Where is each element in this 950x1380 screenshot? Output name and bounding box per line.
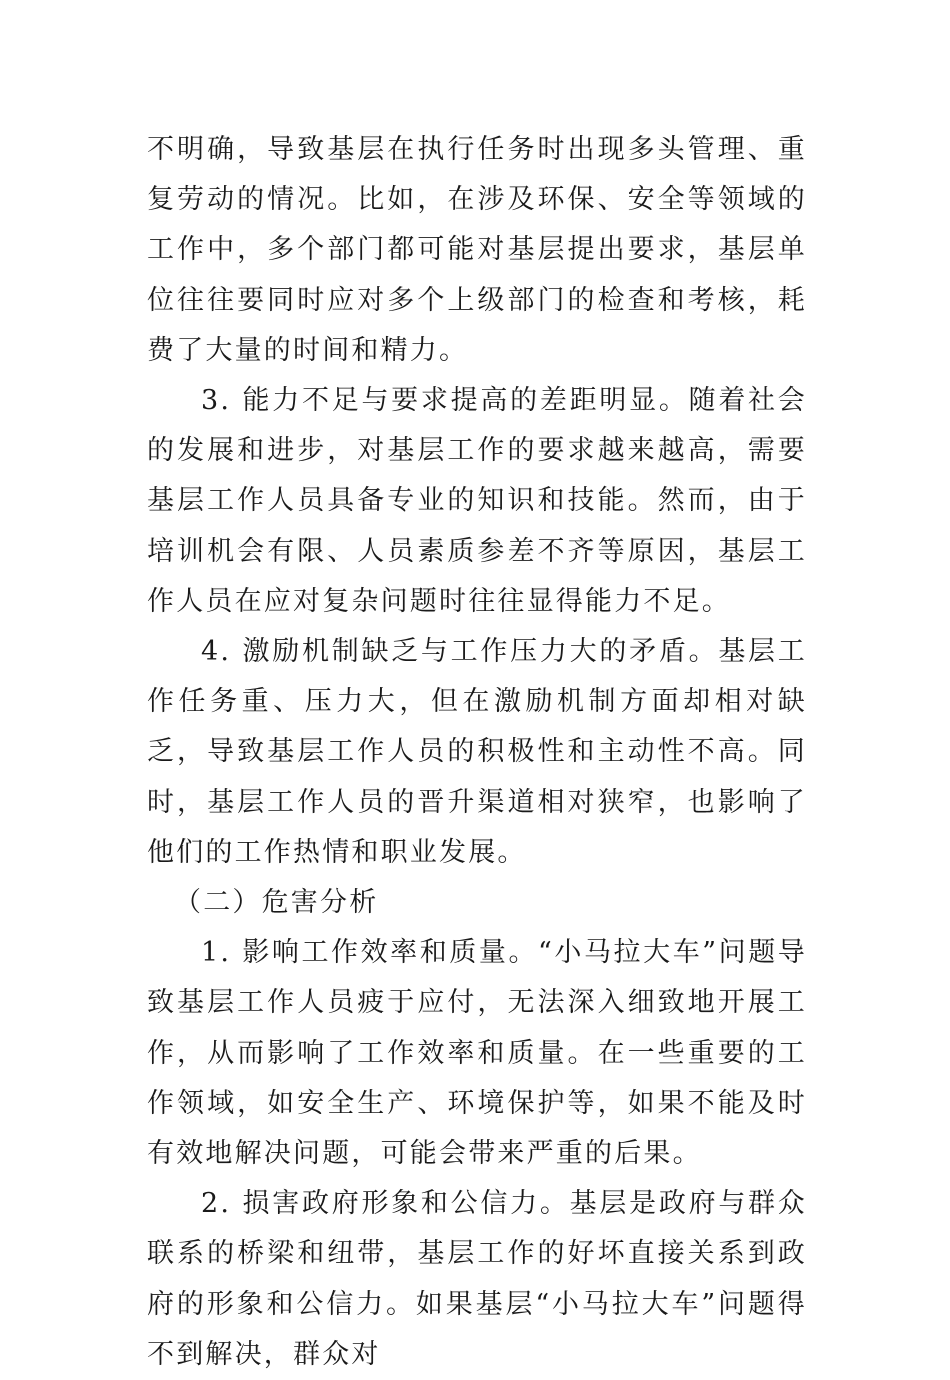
- paragraph-continuation: 不明确，导致基层在执行任务时出现多头管理、重复劳动的情况。比如，在涉及环保、安全等领域的工作中，多个部门都可能对基层提出要求，基层单位往往要同时应对多个上级部门的检查和考核，耗费了大量的时间和精力。: [147, 134, 807, 366]
- paragraph-item-3-capability-gap: 3. 能力不足与要求提高的差距明显。随着社会的发展和进步，对基层工作的要求越来越高，需要基层工作人员具备专业的知识和技能。然而，由于培训机会有限、人员素质参差不齐等原因，基层工作人员在应对复杂问题时往往显得能力不足。: [147, 385, 807, 617]
- document-page: [147, 125, 807, 1380]
- paragraph-item-4-incentive-mechanism: 4. 激励机制缺乏与工作压力大的矛盾。基层工作任务重、压力大，但在激励机制方面却相对缺乏，导致基层工作人员的积极性和主动性不高。同时，基层工作人员的晋升渠道相对狭窄，也影响了他们的工作热情和职业发展。: [147, 636, 807, 868]
- paragraph-harm-1-efficiency: 1. 影响工作效率和质量。“小马拉大车”问题导致基层工作人员疲于应付，无法深入细致地开展工作，从而影响了工作效率和质量。在一些重要的工作领域，如安全生产、环境保护等，如果不能及时有效地解决问题，可能会带来严重的后果。: [147, 937, 807, 1170]
- paragraph-harm-2-government-image: 2. 损害政府形象和公信力。基层是政府与群众联系的桥梁和纽带，基层工作的好坏直接关系到政府的形象和公信力。如果基层“小马拉大车”问题得不到解决，群众对: [147, 1188, 807, 1370]
- section-heading-harm-analysis: （二）危害分析: [174, 887, 379, 919]
